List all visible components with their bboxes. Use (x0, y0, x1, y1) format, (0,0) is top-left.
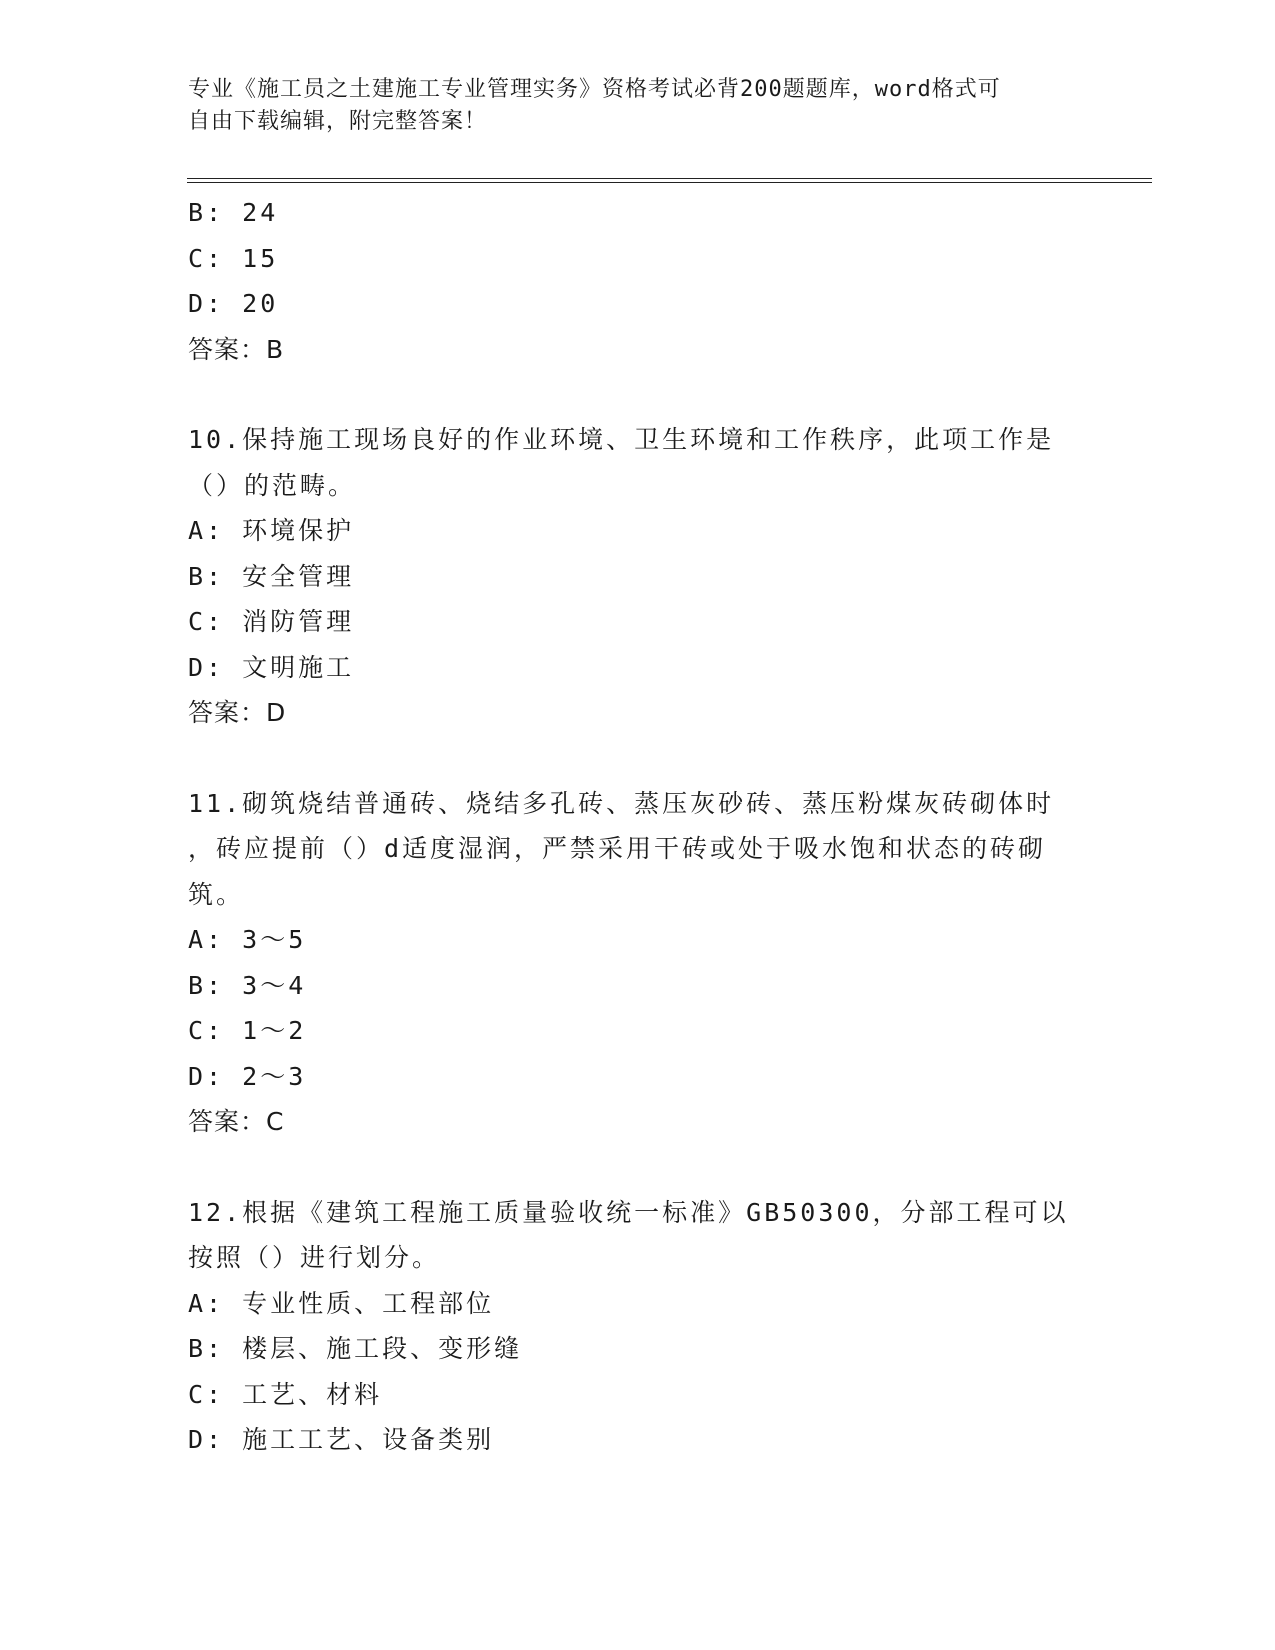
answer-line: 答案：C (188, 1107, 285, 1136)
option-c: C: 消防管理 (188, 607, 355, 636)
question-spacer (188, 736, 1088, 781)
option-d: D: 施工工艺、设备类别 (188, 1425, 495, 1454)
question-11 (188, 781, 1088, 1145)
option-a: A: 专业性质、工程部位 (188, 1288, 495, 1318)
question-12 (188, 1190, 1088, 1463)
question-stem-line: 12.根据《建筑工程施工质量验收统一标准》GB50300，分部工程可以 (188, 1197, 1069, 1227)
option-c: C: 1～2 (188, 1016, 307, 1045)
option-b: B: 3～4 (188, 970, 307, 1000)
option-d: D: 2～3 (188, 1061, 307, 1091)
question-list (188, 190, 1088, 1463)
question-10 (188, 417, 1088, 736)
document-header (188, 74, 1068, 138)
option-a: A: 环境保护 (188, 516, 355, 545)
header-divider-bottom (187, 182, 1152, 183)
question-stem-line: 11.砌筑烧结普通砖、烧结多孔砖、蒸压灰砂砖、蒸压粉煤灰砖砌体时 (188, 788, 1055, 818)
answer-line: 答案：D (188, 698, 287, 727)
option-c: C: 15 (188, 243, 279, 273)
header-title-line-2: 自由下载编辑，附完整答案！ (188, 109, 488, 134)
answer-line: 答案：B (188, 334, 285, 364)
header-divider-top (187, 178, 1152, 179)
option-d: D: 20 (188, 289, 279, 318)
option-b: B: 24 (188, 198, 279, 227)
question-stem-line: ，砖应提前（）d适度湿润，严禁采用干砖或处于吸水饱和状态的砖砌 (188, 834, 1047, 863)
question-stem-line: 筑。 (188, 879, 245, 909)
option-c: C: 工艺、材料 (188, 1379, 383, 1409)
option-a: A: 3～5 (188, 925, 307, 954)
question-stem-line: 10.保持施工现场良好的作业环境、卫生环境和工作秩序，此项工作是 (188, 425, 1055, 454)
option-b: B: 安全管理 (188, 561, 355, 591)
header-title-line-1: 专业《施工员之土建施工专业管理实务》资格考试必背200题题库，word格式可 (188, 77, 1001, 102)
question-spacer (188, 372, 1088, 417)
question-stem-line: （）的范畴。 (188, 470, 357, 500)
question-spacer (188, 1145, 1088, 1190)
option-b: B: 楼层、施工段、变形缝 (188, 1334, 523, 1363)
question-stem-line: 按照（）进行划分。 (188, 1243, 441, 1272)
question-9-continuation (188, 190, 1088, 372)
option-d: D: 文明施工 (188, 652, 355, 682)
